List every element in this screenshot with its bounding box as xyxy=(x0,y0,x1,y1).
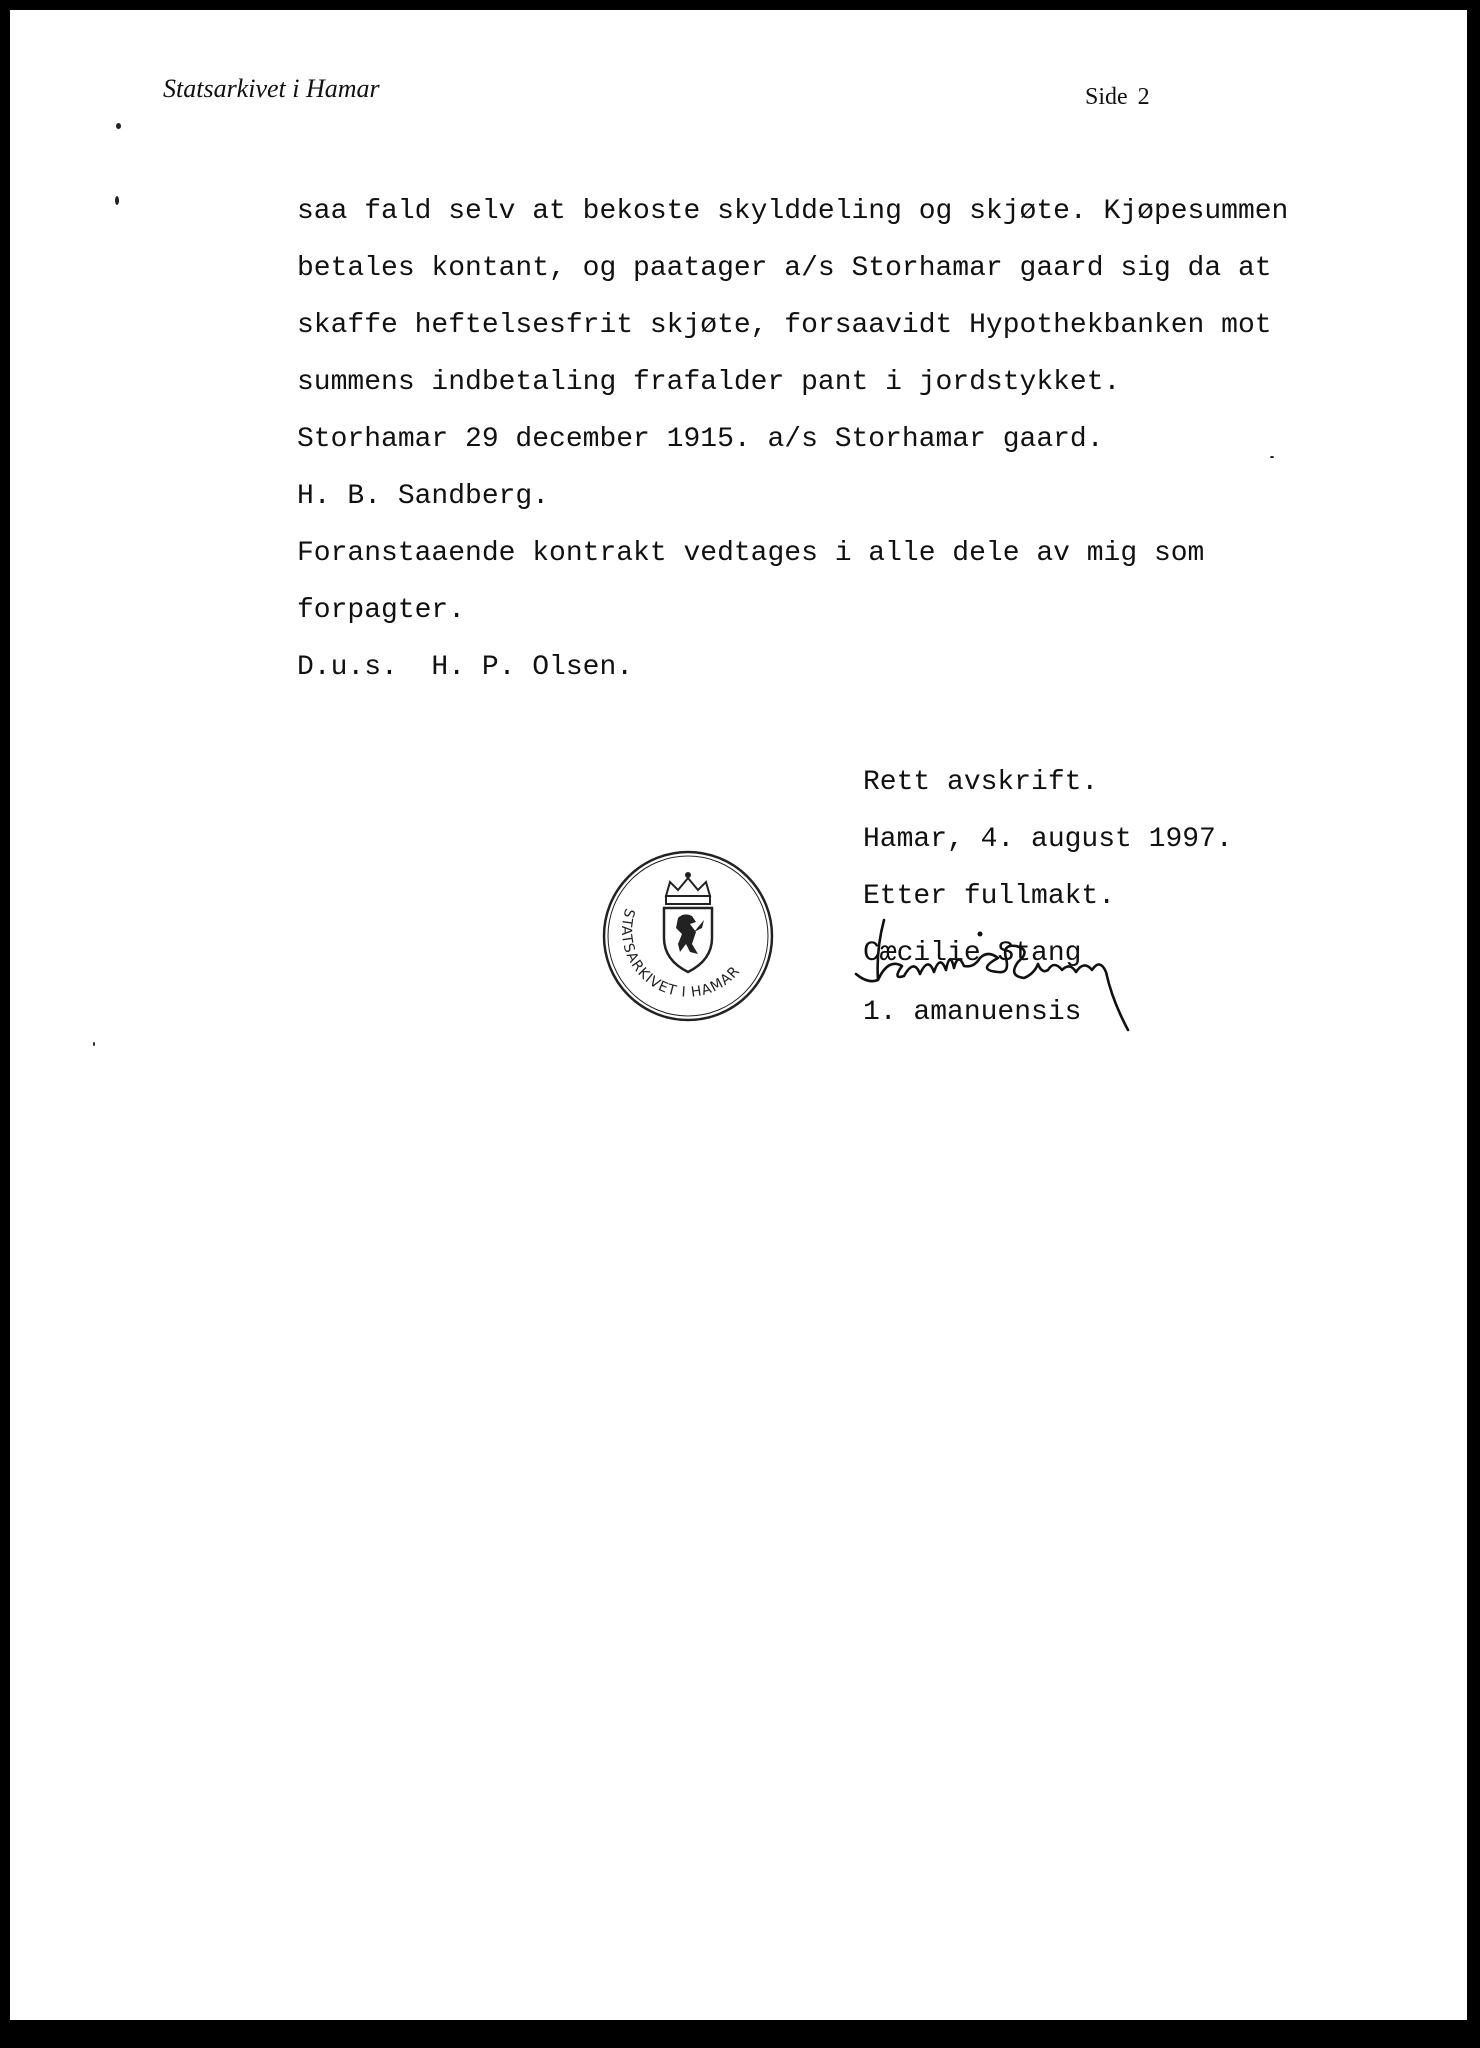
body-line: forpagter. xyxy=(297,595,466,626)
scan-speck xyxy=(116,123,121,129)
body-line: Storhamar 29 december 1915. a/s Storhamar gaard. xyxy=(297,424,1104,455)
certification-text: Rett avskrift. xyxy=(863,767,1099,798)
seal-text: STATSARKIVET I HAMAR xyxy=(617,906,744,1001)
document-page xyxy=(10,10,1467,2020)
body-line: betales kontant, og paatager a/s Storhamar gaard sig da at xyxy=(297,253,1272,284)
scan-speck xyxy=(1270,456,1274,458)
norwegian-coat-of-arms-icon xyxy=(664,872,712,972)
archive-name: Statsarkivet i Hamar xyxy=(163,74,380,103)
body-line: skaffe heftelsesfrit skjøte, forsaavidt Hypothekbanken mot xyxy=(297,310,1272,341)
body-line: D.u.s. H. P. Olsen. xyxy=(297,652,634,683)
page-indicator xyxy=(1085,84,1150,111)
transcript-body xyxy=(297,183,1437,696)
scan-speck xyxy=(93,1042,95,1046)
archive-seal xyxy=(600,848,776,1024)
page-number: 2 xyxy=(1137,84,1150,110)
body-line: Foranstaaende kontrakt vedtages i alle dele av mig som xyxy=(297,538,1205,569)
signatory-name: Cæcilie Stang xyxy=(863,938,1082,969)
scan-speck xyxy=(115,196,119,205)
authority-text: Etter fullmakt. xyxy=(863,881,1116,912)
handwritten-signature xyxy=(848,910,1138,1040)
page-label: Side xyxy=(1085,84,1128,110)
body-line: H. B. Sandberg. xyxy=(297,481,550,512)
body-line: saa fald selv at bekoste skylddeling og skjøte. Kjøpesummen xyxy=(297,196,1289,227)
place-date: Hamar, 4. august 1997. xyxy=(863,824,1233,855)
signatory-title: 1. amanuensis xyxy=(863,997,1082,1028)
body-line: summens indbetaling frafalder pant i jordstykket. xyxy=(297,367,1121,398)
